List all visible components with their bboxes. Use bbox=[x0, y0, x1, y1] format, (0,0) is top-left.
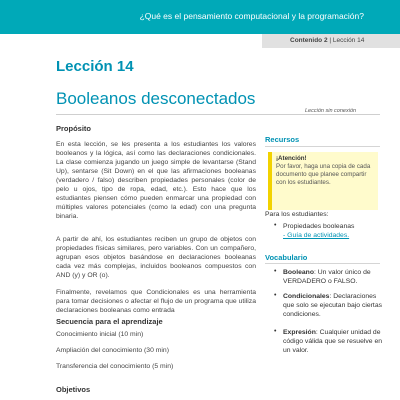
vocab-term: Condicionales bbox=[283, 293, 330, 300]
breadcrumb bbox=[262, 34, 400, 48]
lesson-type-label: Lección sin conexión bbox=[305, 108, 357, 114]
breadcrumb-lesson: Lección 14 bbox=[332, 37, 365, 44]
vocab-term: Expresión bbox=[283, 329, 316, 336]
resources-heading: Recursos bbox=[265, 135, 300, 144]
page-title: Booleanos desconectados bbox=[56, 89, 256, 108]
bullet-icon: • bbox=[274, 268, 277, 275]
vocab-item bbox=[283, 328, 383, 355]
bullet-icon: • bbox=[274, 292, 277, 299]
vocabulary-divider bbox=[265, 263, 380, 264]
attention-callout bbox=[268, 152, 378, 210]
sequence-heading: Secuencia para el aprendizaje bbox=[56, 317, 163, 326]
vocab-definition: : Un valor único de VERDADERO o FALSO. bbox=[283, 269, 371, 285]
resources-divider bbox=[265, 146, 380, 147]
vocab-definition: : Declaraciones que solo se ejecutan bajo ciertas condiciones. bbox=[283, 293, 382, 318]
sequence-item: Conocimiento inicial (10 min) bbox=[56, 331, 144, 338]
vocabulary-heading: Vocabulario bbox=[265, 253, 308, 262]
students-label: Para los estudiantes: bbox=[265, 211, 329, 218]
breadcrumb-unit: Contenido 2 bbox=[290, 37, 328, 44]
objectives-heading: Objetivos bbox=[56, 385, 91, 394]
purpose-paragraph-3: Finalmente, revelamos que Condicionales es una herramienta para tomar decisiones o afectar el flujo de un programa que utiliza declaraciones booleanas como entrada bbox=[56, 289, 256, 314]
purpose-heading: Propósito bbox=[56, 124, 91, 133]
bullet-icon: • bbox=[274, 222, 277, 229]
activity-guide-link[interactable]: - Guía de actividades. bbox=[283, 232, 350, 239]
resource-name: Propiedades booleanas bbox=[283, 223, 355, 230]
breadcrumb-separator: | bbox=[329, 37, 332, 44]
sequence-item: Ampliación del conocimiento (30 min) bbox=[56, 347, 169, 354]
vocab-term: Booleano bbox=[283, 269, 314, 276]
alert-text: Por favor, haga una copia de cada documento que planee compartir con los estudiantes. bbox=[276, 163, 371, 186]
purpose-paragraph-2: A partir de ahí, los estudiantes reciben un grupo de objetos con propiedades físicas similares, pero variables. Con un compañero, agrupan esos objetos basándose en declaraciones booleanas cada vez más complejas, incluidos booleanos compuestos con AND (y) y OR (o). bbox=[56, 236, 256, 279]
course-title: ¿Qué es el pensamiento computacional y la programación? bbox=[139, 11, 364, 21]
vocab-item bbox=[283, 292, 383, 319]
vocab-item bbox=[283, 268, 383, 286]
sequence-item: Transferencia del conocimiento (5 min) bbox=[56, 363, 174, 370]
title-divider bbox=[56, 114, 380, 115]
alert-title: ¡Atención! bbox=[276, 155, 307, 162]
main-content bbox=[56, 124, 256, 315]
purpose-paragraph-1: En esta lección, se les presenta a los estudiantes los valores booleanos y la lógica, así como las declaraciones condicionales. La clase comienza jugando un juego simple de levantarse (Stand Up), sentarse (Sit Down) en el que las afirmaciones booleanas (verdadero / falso) describen propiedades personales (color de pelo u ojos, tipo de ropa, edad, etc.). Esto hace que los estudiantes piensen cómo pueden enmarcar una propiedad con múltiples valores potenciales (como la edad) con una pregunta binaria. bbox=[56, 141, 256, 220]
bullet-icon: • bbox=[274, 328, 277, 335]
lesson-number: Lección 14 bbox=[56, 58, 134, 75]
vocab-definition: : Cualquier unidad de código válida que se resuelve en un valor. bbox=[283, 329, 382, 354]
header-bar bbox=[0, 0, 400, 34]
list-item bbox=[283, 222, 383, 240]
